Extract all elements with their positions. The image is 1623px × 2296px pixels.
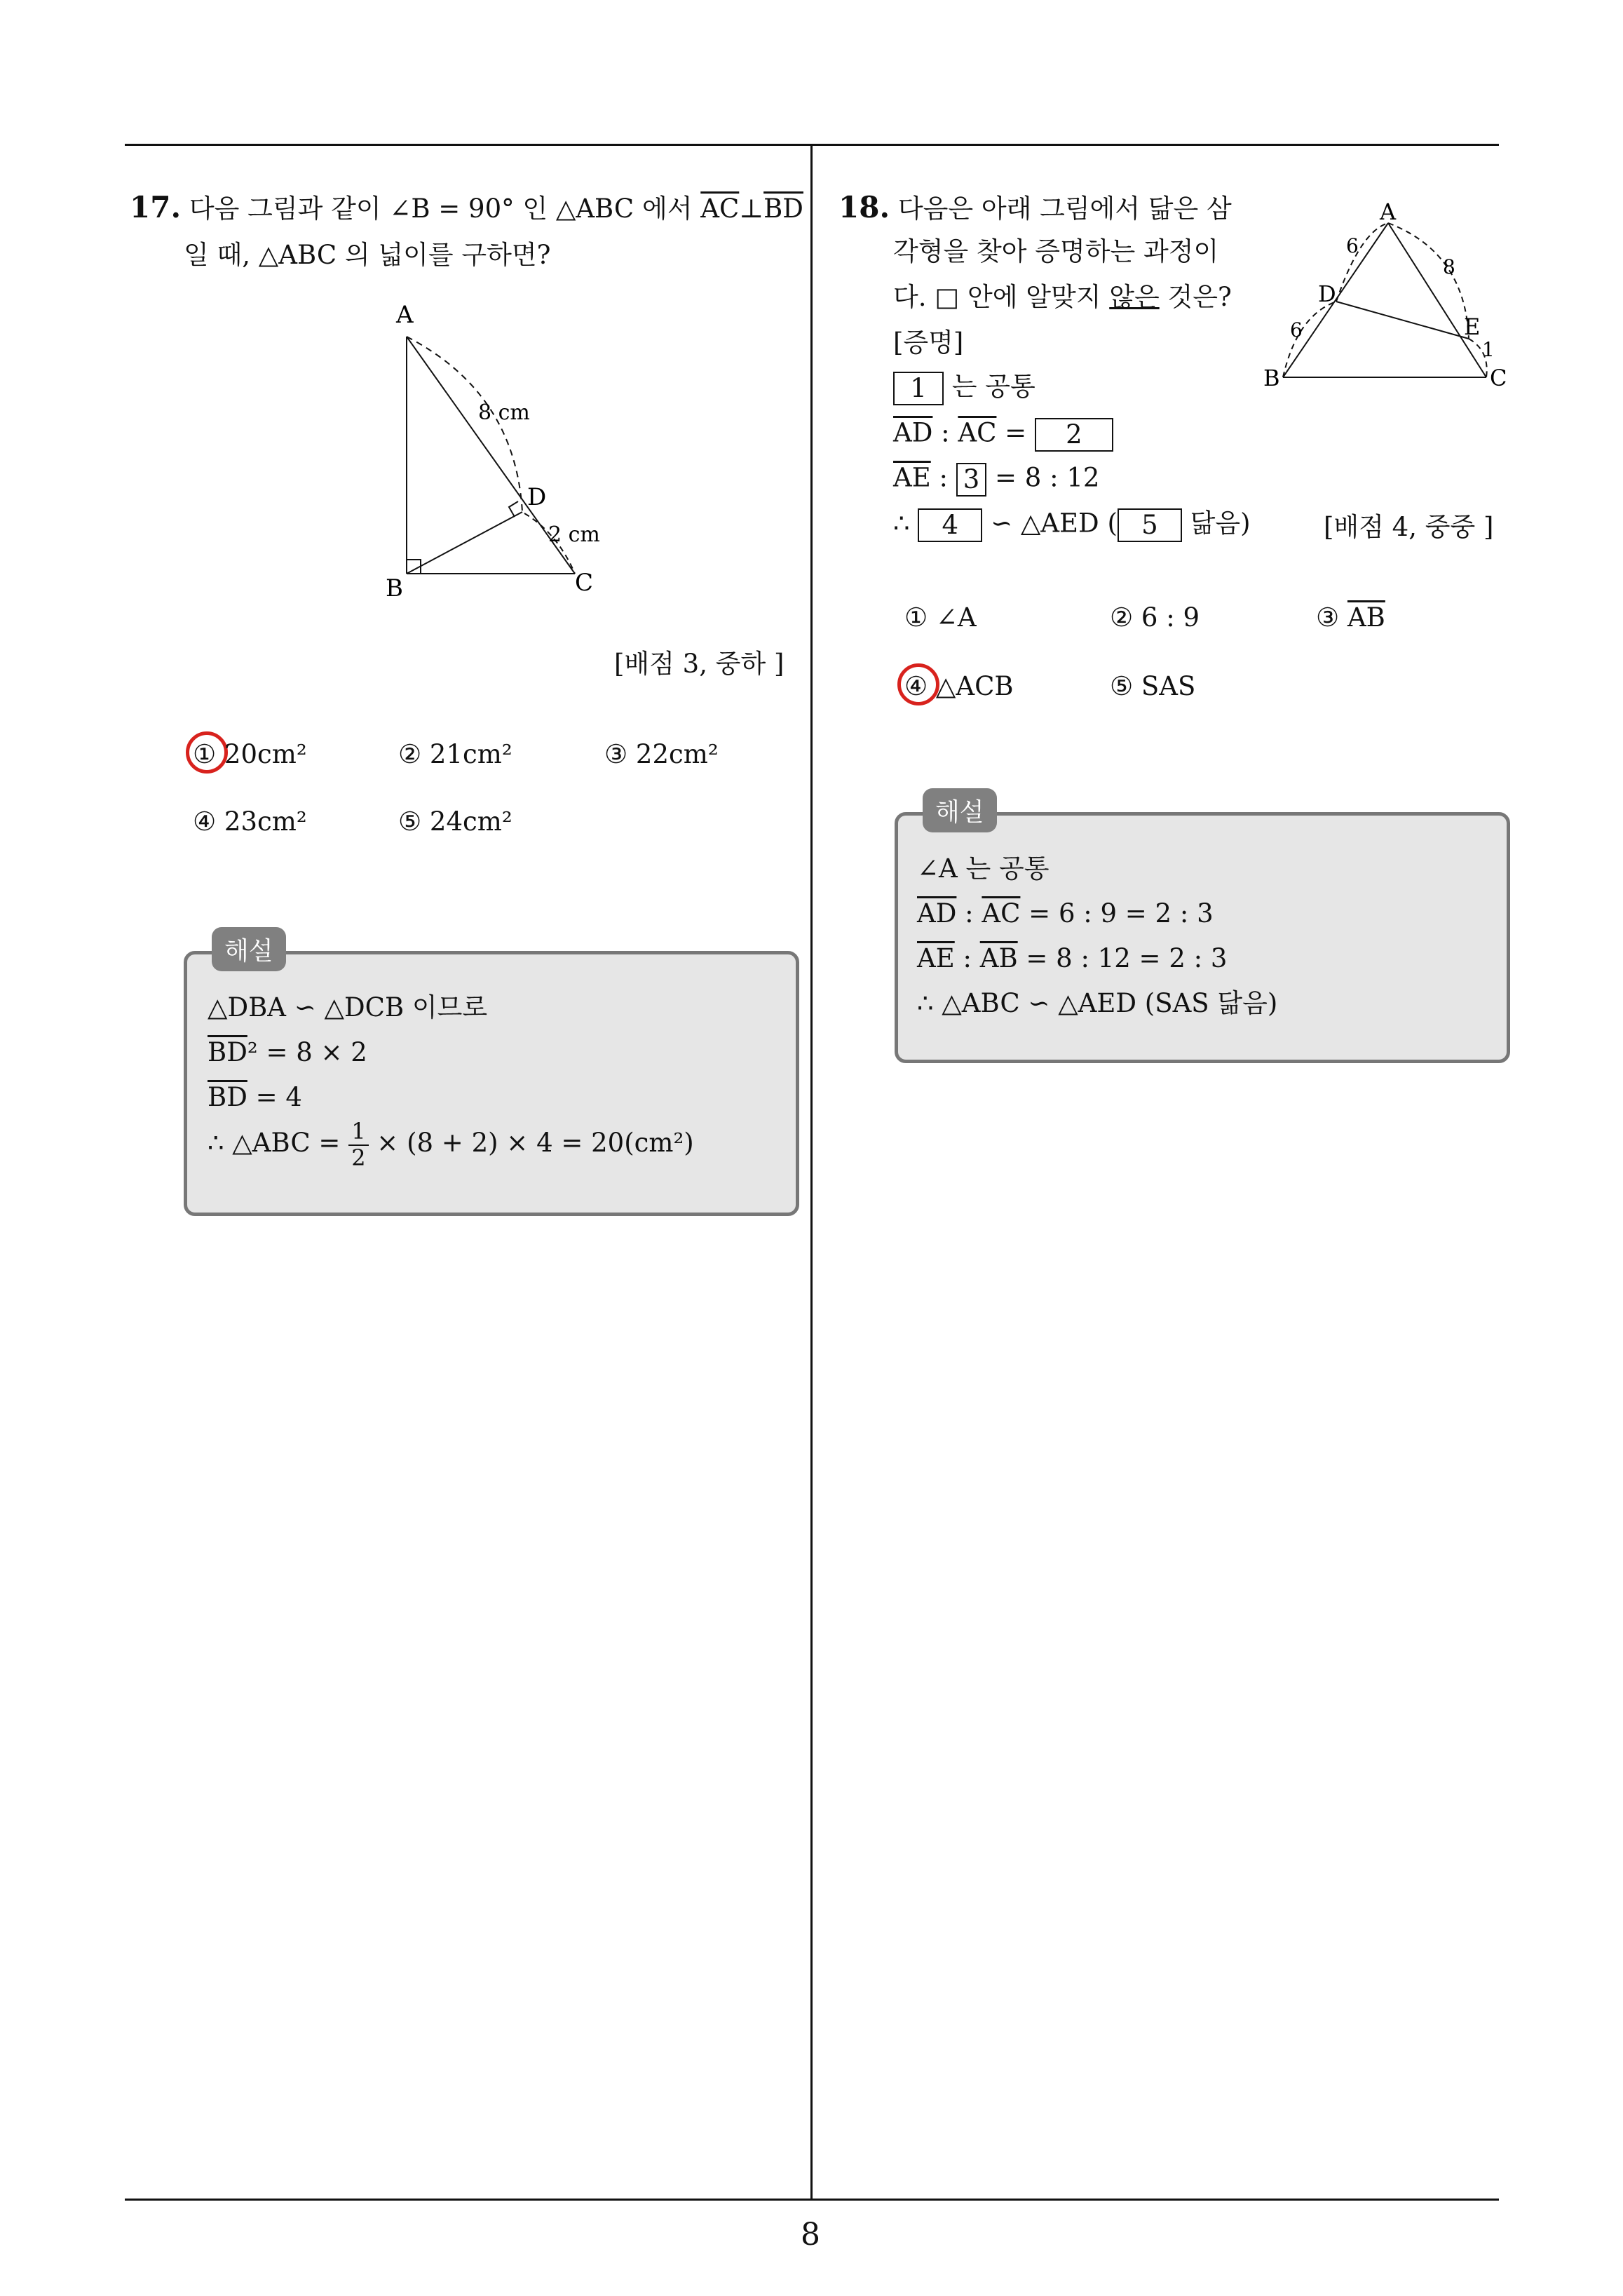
- q18-sol-seg-ad: $\overline{AD}$: [917, 898, 957, 928]
- q18-seg-ae: $\overline{AE}$: [893, 462, 931, 493]
- q18-choice-5[interactable]: ⑤ SAS: [1110, 671, 1196, 701]
- q17-solution-tag: 해설: [212, 927, 286, 971]
- column-divider: [810, 144, 813, 2200]
- q18-sol-l2-mid: :: [956, 898, 982, 928]
- q18-sol-l3-rest: = 8 : 12 = 2 : 3: [1017, 943, 1228, 973]
- q17-perp-symbol: ⊥: [739, 194, 764, 224]
- q17-stem-line2: 일 때, △ABC 의 넓이를 구하면?: [184, 240, 551, 270]
- q17-sol-fraction: [348, 1119, 368, 1170]
- bottom-rule: [125, 2199, 1499, 2201]
- q18-blank-5: 5: [1118, 508, 1182, 542]
- q17-stem-line1: [130, 190, 803, 224]
- q18-blank-3: 3: [956, 463, 987, 497]
- q18-sol-line3: [917, 945, 1227, 971]
- q17-sol-line2: [208, 1039, 367, 1065]
- q17-stem-text: 다음 그림과 같이 ∠B = 90° 인 △ABC 에서: [189, 194, 701, 224]
- q18-solution-box: [895, 812, 1510, 1063]
- q18-proof-l3-rest: = 8 : 12: [986, 462, 1100, 493]
- q17-choice-2[interactable]: ② 21cm²: [398, 739, 512, 769]
- q18-label-c: C: [1490, 365, 1507, 391]
- q18-choice-1[interactable]: ① ∠A: [904, 602, 977, 633]
- q18-stem-line3-pre: 다. □ 안에 알맞지: [893, 282, 1110, 312]
- q18-stem-line2: 각형을 찾아 증명하는 과정이: [893, 236, 1219, 266]
- q18-label-8: 8: [1443, 255, 1455, 278]
- q18-label-6-bottom: 6: [1290, 318, 1303, 342]
- q18-proof-line2: [893, 418, 1113, 452]
- q18-stem-line3-post: 것은?: [1159, 282, 1232, 312]
- q18-seg-ad: $\overline{AD}$: [893, 417, 933, 448]
- q18-label-e: E: [1464, 313, 1481, 340]
- q18-label-a: A: [1380, 198, 1397, 225]
- q18-proof-line1-text: 는 공통: [944, 371, 1035, 402]
- q18-proof-line3: [893, 463, 1099, 497]
- q17-frac-den: 2: [351, 1144, 366, 1171]
- q17-segment-bd: $\overline{BD}$: [763, 194, 803, 224]
- q17-segment-ac: $\overline{AC}$: [700, 194, 740, 224]
- q18-sol-seg-ae: $\overline{AE}$: [917, 943, 955, 973]
- q17-frac-num: 1: [348, 1119, 368, 1145]
- q17-score: [배점 3, 중하 ]: [614, 649, 785, 679]
- q18-number: 18.: [838, 190, 890, 224]
- q18-proof-line4: [893, 508, 1251, 542]
- q18-label-6-top: 6: [1346, 234, 1359, 257]
- q18-label-1: 1: [1482, 338, 1495, 361]
- q18-stem-underline: 않은: [1109, 282, 1160, 312]
- q18-stem-text1: 다음은 아래 그림에서 닮은 삼: [897, 194, 1232, 224]
- q18-proof-l4-end: 닮음): [1181, 508, 1251, 539]
- q18-proof-l4-mid: ∽ △AED (: [982, 508, 1118, 539]
- q17-sol-line3-rest: = 4: [247, 1082, 302, 1112]
- q18-proof-title: [증명]: [893, 327, 964, 358]
- q18-blank-2: 2: [1035, 418, 1113, 452]
- q18-sol-line4: ∴ △ABC ∽ △AED (SAS 닮음): [917, 988, 1278, 1018]
- q18-proof-l2-eq: =: [996, 417, 1035, 448]
- q17-label-a: A: [396, 301, 414, 329]
- q18-choice-3-seg: $\overline{AB}$: [1347, 602, 1385, 633]
- q18-blank-1: 1: [893, 372, 944, 405]
- q18-figure: [1248, 196, 1521, 400]
- q18-therefore: ∴: [893, 508, 918, 539]
- page-number: 8: [801, 2217, 820, 2253]
- q17-sol-bd-seg: $\overline{BD}$: [208, 1037, 247, 1067]
- q17-sol-bd-seg2: $\overline{BD}$: [208, 1082, 247, 1112]
- q17-sol-line4-pre: ∴ △ABC =: [208, 1128, 349, 1158]
- q18-sol-line2: [917, 900, 1214, 926]
- q17-sol-line3: [208, 1084, 302, 1110]
- q17-number: 17.: [130, 190, 182, 224]
- q17-sol-line1: △DBA ∽ △DCB 이므로: [208, 992, 488, 1022]
- q18-proof-line1: [893, 372, 1035, 405]
- q17-label-c: C: [575, 569, 594, 597]
- q18-sol-seg-ab: $\overline{AB}$: [979, 943, 1018, 973]
- q18-proof-l3-colon: :: [930, 462, 956, 493]
- q18-solution-tag: 해설: [923, 788, 997, 832]
- q17-label-2cm: 2 cm: [548, 522, 600, 547]
- q17-sol-line2-rest: ² = 8 × 2: [247, 1037, 367, 1067]
- q17-choice-4[interactable]: ④ 23cm²: [193, 806, 307, 837]
- q18-sol-line1: ∠A 는 공통: [917, 853, 1050, 884]
- q17-sol-line4: [208, 1115, 694, 1171]
- q17-label-d: D: [527, 483, 547, 511]
- q17-choice-3[interactable]: ③ 22cm²: [604, 739, 719, 769]
- q18-seg-ac: $\overline{AC}$: [958, 417, 997, 448]
- q17-figure: [365, 295, 687, 603]
- q18-label-d: D: [1318, 281, 1336, 307]
- q18-blank-4: 4: [918, 508, 982, 542]
- q18-stem-line3: [893, 284, 1232, 310]
- q18-sol-l2-rest: = 6 : 9 = 2 : 3: [1020, 898, 1214, 928]
- q18-stem-line1: [838, 190, 1232, 224]
- q18-label-b: B: [1263, 365, 1280, 391]
- q17-label-8cm: 8 cm: [478, 400, 530, 425]
- q18-sol-l3-mid: :: [954, 943, 980, 973]
- q18-choice-3[interactable]: [1316, 602, 1385, 633]
- q17-choice-1[interactable]: ① 20cm²: [193, 739, 307, 769]
- q17-label-b: B: [386, 574, 403, 602]
- q17-sol-line4-post: × (8 + 2) × 4 = 20(cm²): [368, 1128, 694, 1158]
- q18-choice-4[interactable]: ④ △ACB: [904, 671, 1014, 701]
- q18-choice-3-num: ③: [1316, 602, 1347, 633]
- q17-choice-5[interactable]: ⑤ 24cm²: [398, 806, 512, 837]
- q18-score: [배점 4, 중중 ]: [1324, 512, 1494, 542]
- q18-choice-2[interactable]: ② 6 : 9: [1110, 602, 1200, 633]
- q18-sol-seg-ac: $\overline{AC}$: [982, 898, 1021, 928]
- q18-proof-l2-mid: :: [932, 417, 958, 448]
